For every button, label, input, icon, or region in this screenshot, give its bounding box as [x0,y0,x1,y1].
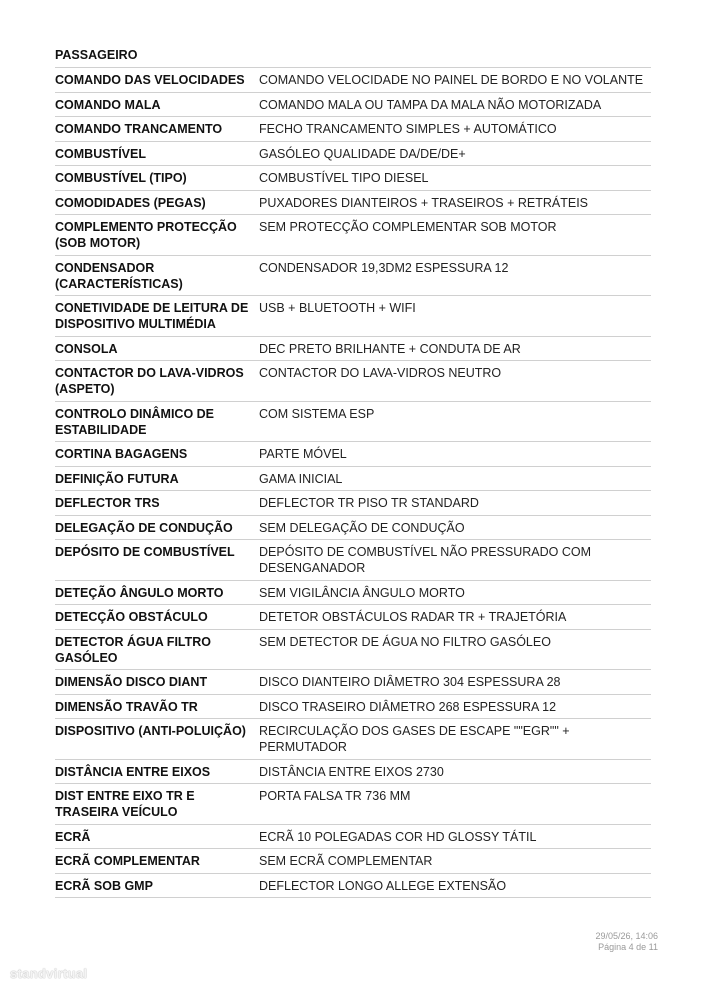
spec-label: DETECTOR ÁGUA FILTRO GASÓLEO [55,629,259,670]
spec-row [55,361,651,402]
spec-value: COMBUSTÍVEL TIPO DIESEL [259,166,651,191]
spec-label: DETEÇÃO ÂNGULO MORTO [55,580,259,605]
spec-value: PARTE MÓVEL [259,442,651,467]
spec-label: DEFINIÇÃO FUTURA [55,466,259,491]
spec-label: DETECÇÃO OBSTÁCULO [55,605,259,630]
spec-row [55,336,651,361]
spec-row [55,296,651,337]
spec-value: RECIRCULAÇÃO DOS GASES DE ESCAPE ""EGR"" + PERMUTADOR [259,719,651,760]
spec-label: DIMENSÃO TRAVÃO TR [55,694,259,719]
spec-value: DISCO TRASEIRO DIÂMETRO 268 ESPESSURA 12 [259,694,651,719]
spec-label: DEPÓSITO DE COMBUSTÍVEL [55,540,259,581]
spec-row [55,255,651,296]
spec-label: DISTÂNCIA ENTRE EIXOS [55,759,259,784]
spec-row [55,68,651,92]
spec-value: COMANDO VELOCIDADE NO PAINEL DE BORDO E NO VOLANTE [259,68,651,92]
section-header: PASSAGEIRO [55,40,651,68]
spec-value: COM SISTEMA ESP [259,401,651,442]
spec-row [55,166,651,191]
spec-value: DEPÓSITO DE COMBUSTÍVEL NÃO PRESSURADO COM DESENGANADOR [259,540,651,581]
spec-value: ECRÃ 10 POLEGADAS COR HD GLOSSY TÁTIL [259,824,651,849]
spec-row [55,719,651,760]
spec-value: PUXADORES DIANTEIROS + TRASEIROS + RETRÁTEIS [259,190,651,215]
spec-row [55,491,651,516]
spec-row [55,466,651,491]
watermark-logo [10,966,87,981]
spec-label: DELEGAÇÃO DE CONDUÇÃO [55,515,259,540]
spec-row [55,92,651,117]
spec-label: CONTACTOR DO LAVA-VIDROS (ASPETO) [55,361,259,402]
spec-table-body [55,68,651,898]
spec-value: CONTACTOR DO LAVA-VIDROS NEUTRO [259,361,651,402]
spec-row [55,629,651,670]
watermark-text: standvirtual [10,966,88,981]
spec-label: CONTROLO DINÂMICO DE ESTABILIDADE [55,401,259,442]
spec-label: DIMENSÃO DISCO DIANT [55,670,259,695]
spec-row [55,401,651,442]
spec-row [55,515,651,540]
spec-row [55,694,651,719]
spec-row [55,824,651,849]
print-timestamp: 29/05/26, 14:06 [595,931,658,941]
spec-value: DISCO DIANTEIRO DIÂMETRO 304 ESPESSURA 28 [259,670,651,695]
spec-value: DISTÂNCIA ENTRE EIXOS 2730 [259,759,651,784]
spec-label: ECRÃ SOB GMP [55,873,259,898]
spec-table [55,68,651,898]
spec-row [55,190,651,215]
page-number: Página 4 de 11 [598,941,658,952]
spec-row [55,117,651,142]
spec-value: DEC PRETO BRILHANTE + CONDUTA DE AR [259,336,651,361]
spec-label: COMBUSTÍVEL [55,141,259,166]
spec-label: CONETIVIDADE DE LEITURA DE DISPOSITIVO MULTIMÉDIA [55,296,259,337]
spec-label: ECRÃ COMPLEMENTAR [55,849,259,874]
spec-row [55,605,651,630]
spec-row [55,442,651,467]
spec-value: FECHO TRANCAMENTO SIMPLES + AUTOMÁTICO [259,117,651,142]
spec-row [55,784,651,825]
spec-row [55,759,651,784]
spec-value: GASÓLEO QUALIDADE DA/DE/DE+ [259,141,651,166]
spec-value: DEFLECTOR LONGO ALLEGE EXTENSÃO [259,873,651,898]
spec-label: CORTINA BAGAGENS [55,442,259,467]
spec-row [55,141,651,166]
spec-label: COMANDO MALA [55,92,259,117]
spec-value: DEFLECTOR TR PISO TR STANDARD [259,491,651,516]
spec-label: DIST ENTRE EIXO TR E TRASEIRA VEÍCULO [55,784,259,825]
spec-value: COMANDO MALA OU TAMPA DA MALA NÃO MOTORIZADA [259,92,651,117]
spec-row [55,670,651,695]
spec-row [55,580,651,605]
spec-value: GAMA INICIAL [259,466,651,491]
spec-value: PORTA FALSA TR 736 MM [259,784,651,825]
spec-label: COMBUSTÍVEL (TIPO) [55,166,259,191]
spec-label: COMODIDADES (PEGAS) [55,190,259,215]
spec-document [55,40,651,898]
spec-value: CONDENSADOR 19,3DM2 ESPESSURA 12 [259,255,651,296]
spec-label: CONDENSADOR (CARACTERÍSTICAS) [55,255,259,296]
page-footer [595,931,658,952]
spec-value: SEM PROTECÇÃO COMPLEMENTAR SOB MOTOR [259,215,651,256]
spec-label: DEFLECTOR TRS [55,491,259,516]
spec-value: USB + BLUETOOTH + WIFI [259,296,651,337]
spec-row [55,540,651,581]
spec-label: ECRÃ [55,824,259,849]
spec-value: SEM DELEGAÇÃO DE CONDUÇÃO [259,515,651,540]
spec-value: SEM VIGILÂNCIA ÂNGULO MORTO [259,580,651,605]
spec-label: COMPLEMENTO PROTECÇÃO (SOB MOTOR) [55,215,259,256]
spec-label: COMANDO DAS VELOCIDADES [55,68,259,92]
spec-row [55,873,651,898]
spec-value: SEM DETECTOR DE ÁGUA NO FILTRO GASÓLEO [259,629,651,670]
spec-value: SEM ECRÃ COMPLEMENTAR [259,849,651,874]
spec-row [55,215,651,256]
spec-row [55,849,651,874]
spec-value: DETETOR OBSTÁCULOS RADAR TR + TRAJETÓRIA [259,605,651,630]
spec-label: DISPOSITIVO (ANTI-POLUIÇÃO) [55,719,259,760]
spec-label: COMANDO TRANCAMENTO [55,117,259,142]
spec-label: CONSOLA [55,336,259,361]
